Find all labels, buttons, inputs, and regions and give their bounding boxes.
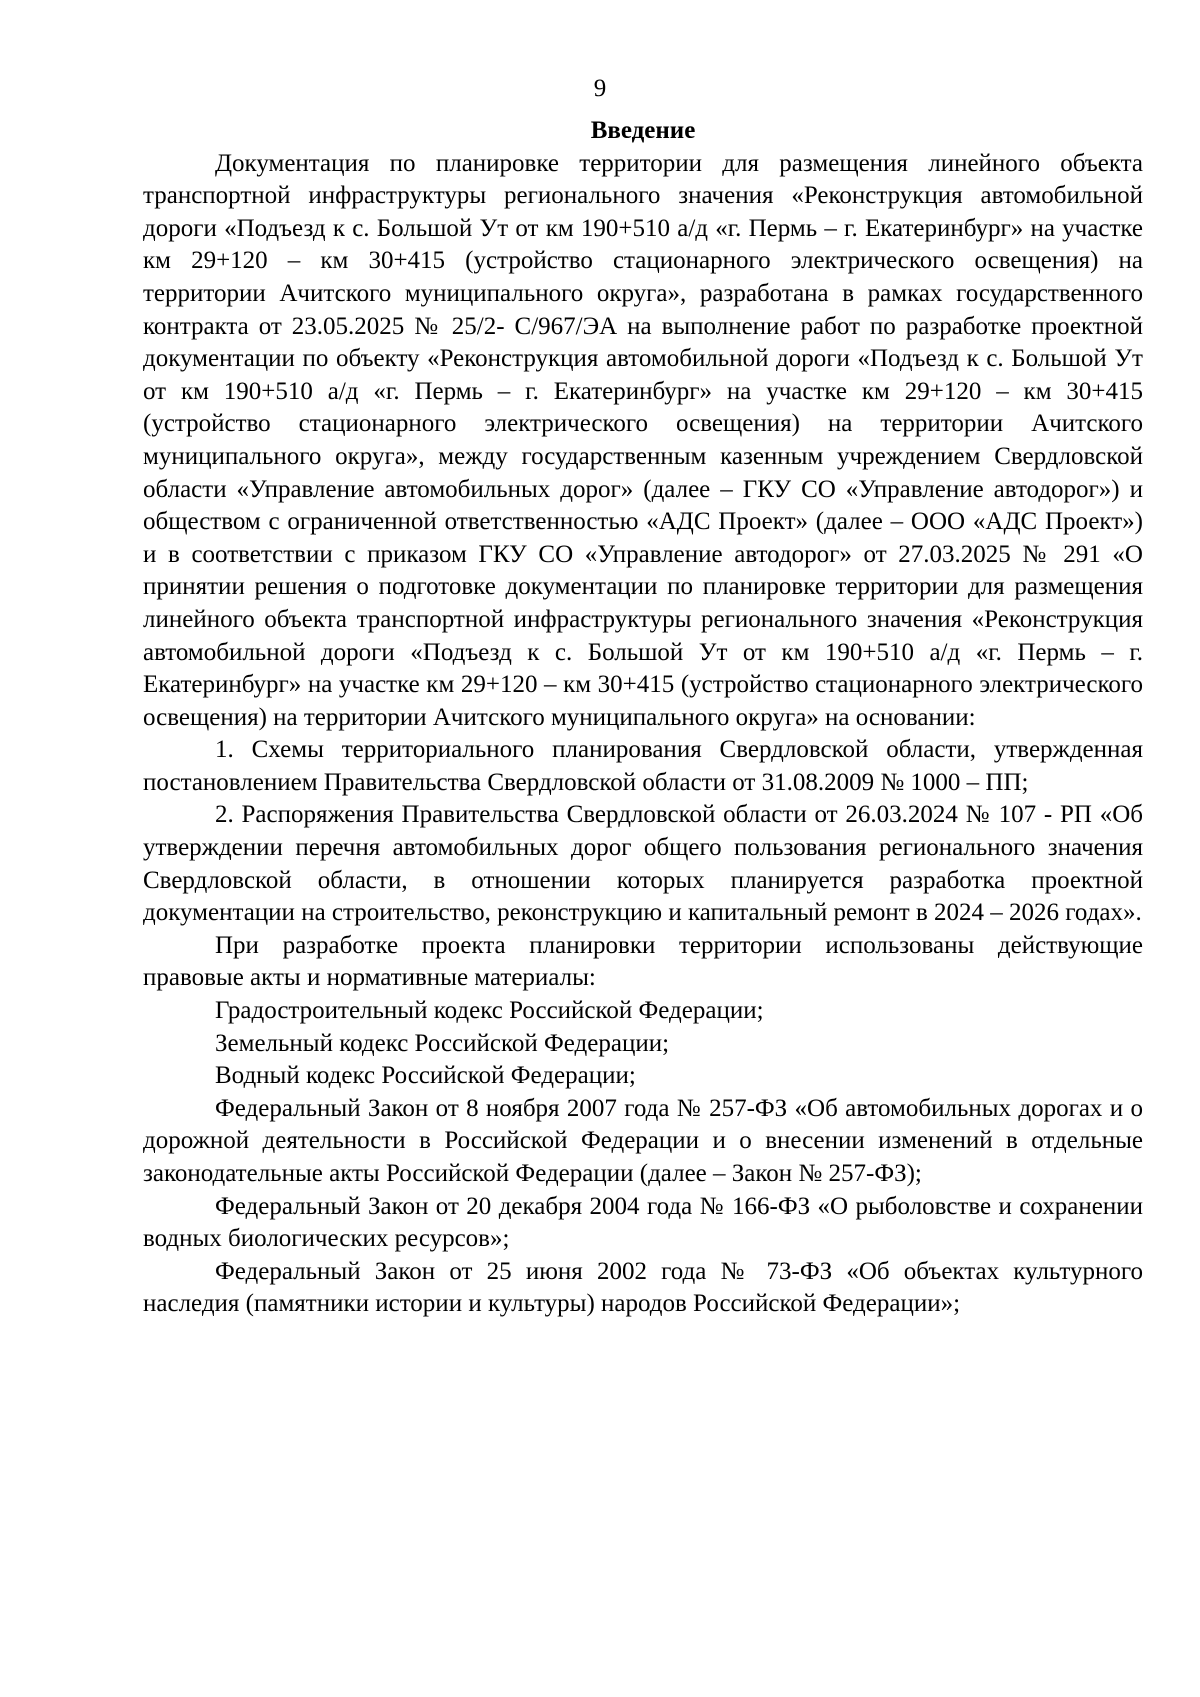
- paragraph-intro: Документация по планировке территории для размещения линейного объекта транспортной инфраструктуры регионального значения «Реконструкция автомобильной дороги «Подъезд к с. Большой Ут от км 190+510 а/д «г. Пермь – г. Екатеринбург» на участке км 29+120 – км 30+415 (устройство стационарного электрического освещения) на территории Ачитского муниципального округа», разработана в рамках государственного контракта от 23.05.2025 № 25/2- С/967/ЭА на выполнение работ по разработке проектной документации по объекту «Реконструкция автомобильной дороги «Подъезд к с. Большой Ут от км 190+510 а/д «г. Пермь – г. Екатеринбург» на участке км 29+120 – км 30+415 (устройство стационарного электрического освещения) на территории Ачитского муниципального округа», между государственным казенным учреждением Свердловской области «Управление автомобильных дорог» (далее – ГКУ СО «Управление автодорог») и обществом с ограниченной ответственностью «АДС Проект» (далее – ООО «АДС Проект») и в соответствии с приказом ГКУ СО «Управление автодорог» от 27.03.2025 № 291 «О принятии решения о подготовке документации по планировке территории для размещения линейного объекта транспортной инфраструктуры регионального значения «Реконструкция автомобильной дороги «Подъезд к с. Большой Ут от км 190+510 а/д «г. Пермь – г. Екатеринбург» на участке км 29+120 – км 30+415 (устройство стационарного электрического освещения) на территории Ачитского муниципального округа» на основании:: [143, 149, 1143, 731]
- paragraph-legal-acts: При разработке проекта планировки территории использованы действующие правовые акты и нормативные материалы:: [143, 931, 1143, 992]
- legal-act-item: Градостроительный кодекс Российской Федерации;: [215, 997, 764, 1025]
- legal-act-item: Федеральный Закон от 25 июня 2002 года № 73-ФЗ «Об объектах культурного наследия (памятники истории и культуры) народов Российской Федерации»;: [143, 1257, 1143, 1318]
- section-title: Введение: [590, 117, 696, 144]
- legal-act-item: Федеральный Закон от 8 ноября 2007 года № 257-ФЗ «Об автомобильных дорогах и о дорожной деятельности в Российской Федерации и о внесении изменений в отдельные законодательные акты Российской Федерации (далее – Закон № 257-ФЗ);: [143, 1094, 1143, 1187]
- legal-act-item: Водный кодекс Российской Федерации;: [215, 1062, 636, 1090]
- page-number: 9: [593, 75, 607, 102]
- document-body: [143, 115, 1143, 1321]
- list-item-1: 1. Схемы территориального планирования Свердловской области, утвержденная постановлением Правительства Свердловской области от 31.08.2009 № 1000 – ПП;: [143, 736, 1143, 796]
- legal-act-item: Земельный кодекс Российской Федерации;: [215, 1029, 670, 1057]
- list-item-2: 2. Распоряжения Правительства Свердловской области от 26.03.2024 № 107 - РП «Об утверждении перечня автомобильных дорог общего пользования регионального значения Свердловской области, в отношении которых планируется разработка проектной документации на строительство, реконструкцию и капитальный ремонт в 2024 – 2026 годах».: [143, 801, 1143, 927]
- legal-act-item: Федеральный Закон от 20 декабря 2004 года № 166-ФЗ «О рыболовстве и сохранении водных биологических ресурсов»;: [143, 1192, 1143, 1253]
